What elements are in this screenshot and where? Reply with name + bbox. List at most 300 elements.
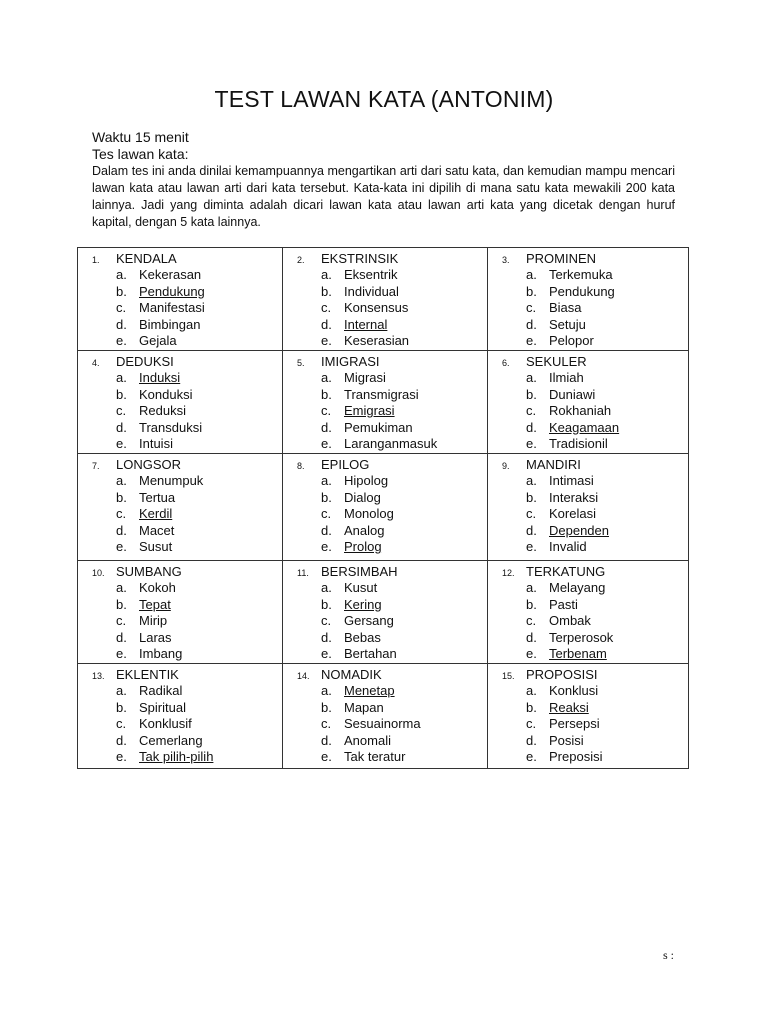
option-letter: b. bbox=[116, 699, 127, 715]
time-limit: Waktu 15 menit bbox=[92, 129, 189, 145]
question-cell bbox=[78, 663, 283, 768]
question-number: 8. bbox=[297, 460, 305, 471]
answer-option bbox=[297, 403, 487, 420]
question-header bbox=[502, 353, 688, 370]
question-cell bbox=[488, 560, 689, 663]
option-letter: d. bbox=[526, 522, 537, 538]
option-letter: b. bbox=[116, 283, 127, 299]
option-letter: a. bbox=[526, 472, 537, 488]
option-letter: c. bbox=[116, 506, 127, 522]
option-letter: c. bbox=[321, 613, 332, 629]
question-cell bbox=[78, 248, 283, 351]
option-text: Bertahan bbox=[344, 646, 397, 662]
option-letter: e. bbox=[321, 539, 332, 555]
answer-option bbox=[502, 700, 688, 717]
option-letter: d. bbox=[116, 316, 127, 332]
option-text: Gejala bbox=[139, 333, 177, 349]
question-header bbox=[297, 666, 487, 683]
option-text: Konklusi bbox=[549, 682, 599, 698]
question-word: SEKULER bbox=[526, 353, 587, 369]
question-item bbox=[283, 664, 487, 766]
option-text: Susut bbox=[139, 539, 173, 555]
option-text-underlined: Dependen bbox=[549, 522, 609, 538]
answer-option bbox=[92, 370, 282, 387]
answer-option bbox=[502, 420, 688, 437]
option-letter: b. bbox=[321, 699, 332, 715]
question-word: NOMADIK bbox=[321, 666, 382, 682]
option-text: Tertua bbox=[139, 489, 176, 505]
question-number: 13. bbox=[92, 670, 105, 681]
answer-option bbox=[502, 580, 688, 597]
answer-option bbox=[502, 597, 688, 614]
answer-option bbox=[92, 436, 282, 453]
option-letter: e. bbox=[526, 436, 537, 452]
option-letter: b. bbox=[526, 596, 537, 612]
option-text: Bimbingan bbox=[139, 316, 201, 332]
question-number: 4. bbox=[92, 357, 100, 368]
option-text: Cemerlang bbox=[139, 732, 203, 748]
question-header bbox=[297, 563, 487, 580]
option-text: Korelasi bbox=[549, 506, 596, 522]
instructions-paragraph: Dalam tes ini anda dinilai kemampuannya mengartikan arti dari satu kata, dan kemudian mampu mencari lawan kata atau lawan arti dari kata tersebut. Kata-kata ini dipilih di mana satu kata mewakili 200 kata lainnya. Jadi yang diminta adalah dicari lawan kata atau lawan arti kata yang dicetak dengan huruf kapital, dengan 5 kata lainnya. bbox=[92, 164, 675, 229]
option-text: Terperosok bbox=[549, 629, 614, 645]
option-letter: b. bbox=[321, 283, 332, 299]
option-letter: d. bbox=[116, 522, 127, 538]
option-letter: e. bbox=[526, 333, 537, 349]
option-text: Pemukiman bbox=[344, 419, 413, 435]
answer-option bbox=[92, 473, 282, 490]
option-letter: d. bbox=[321, 419, 332, 435]
option-text: Konsensus bbox=[344, 300, 409, 316]
option-text: Kekerasan bbox=[139, 267, 202, 282]
answer-option bbox=[502, 539, 688, 556]
answer-option bbox=[92, 300, 282, 317]
answer-option bbox=[297, 490, 487, 507]
answer-option bbox=[297, 716, 487, 733]
option-text-underlined: Emigrasi bbox=[344, 403, 395, 419]
answer-option bbox=[297, 333, 487, 350]
option-letter: d. bbox=[526, 732, 537, 748]
question-number: 10. bbox=[92, 567, 105, 578]
option-letter: d. bbox=[321, 316, 332, 332]
option-text-underlined: Reaksi bbox=[549, 699, 589, 715]
question-item bbox=[78, 561, 282, 663]
option-letter: c. bbox=[526, 506, 537, 522]
question-item bbox=[488, 664, 688, 766]
answer-option bbox=[92, 317, 282, 334]
answer-option bbox=[502, 387, 688, 404]
question-header bbox=[92, 456, 282, 473]
answer-option bbox=[297, 646, 487, 663]
option-letter: d. bbox=[321, 732, 332, 748]
option-letter: a. bbox=[116, 369, 127, 385]
answer-option bbox=[297, 387, 487, 404]
option-text: Posisi bbox=[549, 732, 584, 748]
answer-option bbox=[92, 683, 282, 700]
answer-option bbox=[297, 700, 487, 717]
answer-option bbox=[502, 300, 688, 317]
option-text: Manifestasi bbox=[139, 300, 205, 316]
option-letter: b. bbox=[116, 596, 127, 612]
question-cell bbox=[283, 350, 488, 453]
question-item bbox=[283, 351, 487, 453]
answer-option bbox=[92, 284, 282, 301]
test-subtitle: Tes lawan kata: bbox=[92, 146, 189, 162]
answer-option bbox=[92, 597, 282, 614]
answer-option bbox=[92, 613, 282, 630]
question-cell bbox=[283, 663, 488, 768]
option-text-underlined: Menetap bbox=[344, 682, 395, 698]
option-letter: a. bbox=[526, 267, 537, 282]
option-letter: e. bbox=[321, 333, 332, 349]
question-cell bbox=[283, 560, 488, 663]
answer-option bbox=[502, 370, 688, 387]
question-word: EKLENTIK bbox=[116, 666, 179, 682]
option-text: Tak teratur bbox=[344, 749, 406, 765]
answer-option bbox=[297, 613, 487, 630]
option-text: Duniawi bbox=[549, 386, 596, 402]
question-word: PROPOSISI bbox=[526, 666, 598, 682]
option-text: Sesuainorma bbox=[344, 716, 421, 732]
option-letter: d. bbox=[321, 629, 332, 645]
option-text: Keserasian bbox=[344, 333, 410, 349]
answer-option bbox=[502, 523, 688, 540]
question-cell bbox=[283, 248, 488, 351]
question-number: 15. bbox=[502, 670, 515, 681]
question-item bbox=[78, 248, 282, 350]
option-text: Ilmiah bbox=[549, 369, 584, 385]
question-cell bbox=[488, 350, 689, 453]
answer-option bbox=[297, 683, 487, 700]
option-letter: e. bbox=[116, 646, 127, 662]
question-header bbox=[92, 353, 282, 370]
answer-option bbox=[297, 284, 487, 301]
answer-option bbox=[92, 403, 282, 420]
option-text: Pendukung bbox=[549, 283, 615, 299]
question-word: LONGSOR bbox=[116, 456, 182, 472]
answer-option bbox=[502, 317, 688, 334]
answer-option bbox=[297, 420, 487, 437]
option-text: Intimasi bbox=[549, 472, 594, 488]
option-letter: d. bbox=[526, 419, 537, 435]
option-text: Preposisi bbox=[549, 749, 603, 765]
answer-option bbox=[92, 646, 282, 663]
option-letter: e. bbox=[321, 436, 332, 452]
question-number: 7. bbox=[92, 460, 100, 471]
option-letter: c. bbox=[116, 403, 127, 419]
option-text: Laras bbox=[139, 629, 172, 645]
answer-option bbox=[92, 539, 282, 556]
option-letter: d. bbox=[116, 629, 127, 645]
option-text: Migrasi bbox=[344, 369, 386, 385]
option-letter: e. bbox=[116, 436, 127, 452]
option-text-underlined: Internal bbox=[344, 316, 388, 332]
option-text: Rokhaniah bbox=[549, 403, 612, 419]
option-letter: b. bbox=[116, 489, 127, 505]
answer-option bbox=[92, 267, 282, 284]
option-text: Kusut bbox=[344, 579, 378, 595]
question-word: EKSTRINSIK bbox=[321, 251, 399, 266]
option-letter: c. bbox=[321, 716, 332, 732]
question-number: 9. bbox=[502, 460, 510, 471]
question-header bbox=[92, 250, 282, 267]
question-number: 12. bbox=[502, 567, 515, 578]
question-word: BERSIMBAH bbox=[321, 563, 398, 579]
option-text: Dialog bbox=[344, 489, 381, 505]
option-text-underlined: Induksi bbox=[139, 369, 181, 385]
question-item bbox=[283, 561, 487, 663]
question-word: KENDALA bbox=[116, 251, 177, 266]
question-word: SUMBANG bbox=[116, 563, 182, 579]
question-number: 2. bbox=[297, 255, 305, 265]
option-letter: c. bbox=[116, 300, 127, 316]
answer-option bbox=[92, 700, 282, 717]
question-header bbox=[297, 353, 487, 370]
option-text: Bebas bbox=[344, 629, 381, 645]
question-item bbox=[283, 248, 487, 350]
option-letter: c. bbox=[321, 403, 332, 419]
option-text: Analog bbox=[344, 522, 385, 538]
answer-option bbox=[297, 597, 487, 614]
question-header bbox=[502, 666, 688, 683]
answer-option bbox=[92, 333, 282, 350]
option-text: Monolog bbox=[344, 506, 394, 522]
option-letter: e. bbox=[526, 539, 537, 555]
option-letter: b. bbox=[116, 386, 127, 402]
option-text: Tradisionil bbox=[549, 436, 608, 452]
option-letter: b. bbox=[526, 386, 537, 402]
option-text: Hipolog bbox=[344, 472, 389, 488]
option-letter: b. bbox=[526, 489, 537, 505]
answer-option bbox=[502, 490, 688, 507]
option-text: Invalid bbox=[549, 539, 587, 555]
answer-option bbox=[502, 749, 688, 766]
answer-option bbox=[502, 333, 688, 350]
answer-option bbox=[502, 733, 688, 750]
answer-option bbox=[92, 630, 282, 647]
option-letter: a. bbox=[321, 579, 332, 595]
option-text-underlined: Terbenam bbox=[549, 646, 607, 662]
option-text-underlined: Kerdil bbox=[139, 506, 173, 522]
option-letter: a. bbox=[116, 579, 127, 595]
question-cell bbox=[78, 350, 283, 453]
option-text: Transduksi bbox=[139, 419, 203, 435]
answer-option bbox=[502, 630, 688, 647]
option-letter: c. bbox=[526, 403, 537, 419]
option-letter: c. bbox=[526, 300, 537, 316]
question-cell bbox=[283, 453, 488, 560]
option-letter: e. bbox=[116, 749, 127, 765]
option-letter: d. bbox=[526, 316, 537, 332]
option-letter: c. bbox=[526, 716, 537, 732]
answer-option bbox=[92, 506, 282, 523]
option-text: Macet bbox=[139, 522, 175, 538]
option-letter: e. bbox=[116, 333, 127, 349]
question-cell bbox=[78, 560, 283, 663]
answer-option bbox=[502, 683, 688, 700]
option-letter: c. bbox=[321, 506, 332, 522]
question-word: EPILOG bbox=[321, 456, 370, 472]
option-letter: a. bbox=[526, 682, 537, 698]
question-item bbox=[488, 454, 688, 556]
option-letter: c. bbox=[116, 716, 127, 732]
answer-option bbox=[502, 403, 688, 420]
question-word: DEDUKSI bbox=[116, 353, 174, 369]
answer-option bbox=[502, 473, 688, 490]
option-text: Transmigrasi bbox=[344, 386, 419, 402]
option-text-underlined: Keagamaan bbox=[549, 419, 620, 435]
option-letter: b. bbox=[526, 283, 537, 299]
option-letter: e. bbox=[321, 749, 332, 765]
question-word: PROMINEN bbox=[526, 251, 597, 266]
option-letter: e. bbox=[116, 539, 127, 555]
option-text-underlined: Kering bbox=[344, 596, 382, 612]
question-item bbox=[488, 248, 688, 350]
option-letter: e. bbox=[526, 749, 537, 765]
option-text: Radikal bbox=[139, 682, 183, 698]
answer-option bbox=[297, 317, 487, 334]
option-letter: c. bbox=[321, 300, 332, 316]
option-text: Mirip bbox=[139, 613, 168, 629]
question-item bbox=[78, 454, 282, 556]
question-row bbox=[78, 453, 689, 560]
question-header bbox=[297, 250, 487, 267]
answer-option bbox=[502, 284, 688, 301]
answer-option bbox=[297, 506, 487, 523]
option-text: Persepsi bbox=[549, 716, 600, 732]
question-number: 1. bbox=[92, 255, 100, 265]
question-row bbox=[78, 560, 689, 663]
question-row bbox=[78, 248, 689, 351]
answer-option bbox=[92, 749, 282, 766]
question-number: 11. bbox=[297, 567, 309, 578]
option-letter: e. bbox=[526, 646, 537, 662]
answer-option bbox=[297, 630, 487, 647]
question-cell bbox=[488, 453, 689, 560]
answer-option bbox=[297, 539, 487, 556]
option-letter: c. bbox=[116, 613, 127, 629]
option-letter: a. bbox=[526, 369, 537, 385]
option-letter: d. bbox=[116, 732, 127, 748]
question-grid bbox=[77, 247, 689, 769]
option-text-underlined: Prolog bbox=[344, 539, 382, 555]
option-text: Pelopor bbox=[549, 333, 594, 349]
question-item bbox=[488, 561, 688, 663]
option-text: Individual bbox=[344, 283, 399, 299]
option-letter: b. bbox=[526, 699, 537, 715]
page-footer-mark: s : bbox=[663, 948, 675, 962]
answer-option bbox=[297, 749, 487, 766]
question-header bbox=[502, 250, 688, 267]
question-header bbox=[297, 456, 487, 473]
option-text: Kokoh bbox=[139, 579, 176, 595]
answer-option bbox=[92, 490, 282, 507]
question-cell bbox=[78, 453, 283, 560]
option-text: Reduksi bbox=[139, 403, 186, 419]
page-title: TEST LAWAN KATA (ANTONIM) bbox=[214, 86, 554, 112]
question-header bbox=[502, 456, 688, 473]
option-text: Imbang bbox=[139, 646, 183, 662]
question-number: 6. bbox=[502, 357, 510, 368]
option-letter: d. bbox=[321, 522, 332, 538]
option-text: Anomali bbox=[344, 732, 391, 748]
question-cell bbox=[488, 663, 689, 768]
question-number: 3. bbox=[502, 255, 510, 265]
answer-option bbox=[297, 473, 487, 490]
option-letter: a. bbox=[526, 579, 537, 595]
option-text: Terkemuka bbox=[549, 267, 613, 282]
question-header bbox=[502, 563, 688, 580]
option-text: Menumpuk bbox=[139, 472, 204, 488]
option-letter: a. bbox=[116, 682, 127, 698]
option-text: Laranganmasuk bbox=[344, 436, 438, 452]
question-item bbox=[488, 351, 688, 453]
answer-option bbox=[297, 370, 487, 387]
answer-option bbox=[92, 716, 282, 733]
answer-option bbox=[502, 506, 688, 523]
question-number: 14. bbox=[297, 670, 310, 681]
option-text: Setuju bbox=[549, 316, 586, 332]
answer-option bbox=[297, 523, 487, 540]
option-letter: a. bbox=[116, 267, 127, 282]
answer-option bbox=[92, 580, 282, 597]
answer-option bbox=[297, 436, 487, 453]
answer-option bbox=[92, 420, 282, 437]
question-item bbox=[78, 351, 282, 453]
option-letter: a. bbox=[321, 267, 332, 282]
question-word: IMIGRASI bbox=[321, 353, 380, 369]
option-text-underlined: Tepat bbox=[139, 596, 171, 612]
option-text: Mapan bbox=[344, 699, 384, 715]
option-letter: b. bbox=[321, 489, 332, 505]
question-header bbox=[92, 563, 282, 580]
option-letter: a. bbox=[116, 472, 127, 488]
option-letter: a. bbox=[321, 472, 332, 488]
option-letter: d. bbox=[116, 419, 127, 435]
option-letter: a. bbox=[321, 682, 332, 698]
option-text: Ombak bbox=[549, 613, 591, 629]
answer-option bbox=[502, 613, 688, 630]
question-word: TERKATUNG bbox=[526, 563, 606, 579]
answer-option bbox=[502, 436, 688, 453]
answer-option bbox=[297, 580, 487, 597]
option-text: Melayang bbox=[549, 579, 606, 595]
option-text: Eksentrik bbox=[344, 267, 398, 282]
option-text: Interaksi bbox=[549, 489, 599, 505]
option-text: Biasa bbox=[549, 300, 582, 316]
answer-option bbox=[502, 646, 688, 663]
question-item bbox=[283, 454, 487, 556]
answer-option bbox=[297, 733, 487, 750]
question-word: MANDIRI bbox=[526, 456, 581, 472]
option-letter: b. bbox=[321, 386, 332, 402]
option-text: Konduksi bbox=[139, 386, 193, 402]
option-text: Konklusif bbox=[139, 716, 192, 732]
answer-option bbox=[297, 267, 487, 284]
option-text-underlined: Pendukung bbox=[139, 283, 205, 299]
question-item bbox=[78, 664, 282, 766]
question-row bbox=[78, 663, 689, 768]
option-text-underlined: Tak pilih-pilih bbox=[139, 749, 214, 765]
option-letter: a. bbox=[321, 369, 332, 385]
option-letter: e. bbox=[321, 646, 332, 662]
option-letter: d. bbox=[526, 629, 537, 645]
option-text: Pasti bbox=[549, 596, 578, 612]
option-text: Gersang bbox=[344, 613, 394, 629]
question-header bbox=[92, 666, 282, 683]
answer-option bbox=[502, 716, 688, 733]
option-letter: c. bbox=[526, 613, 537, 629]
